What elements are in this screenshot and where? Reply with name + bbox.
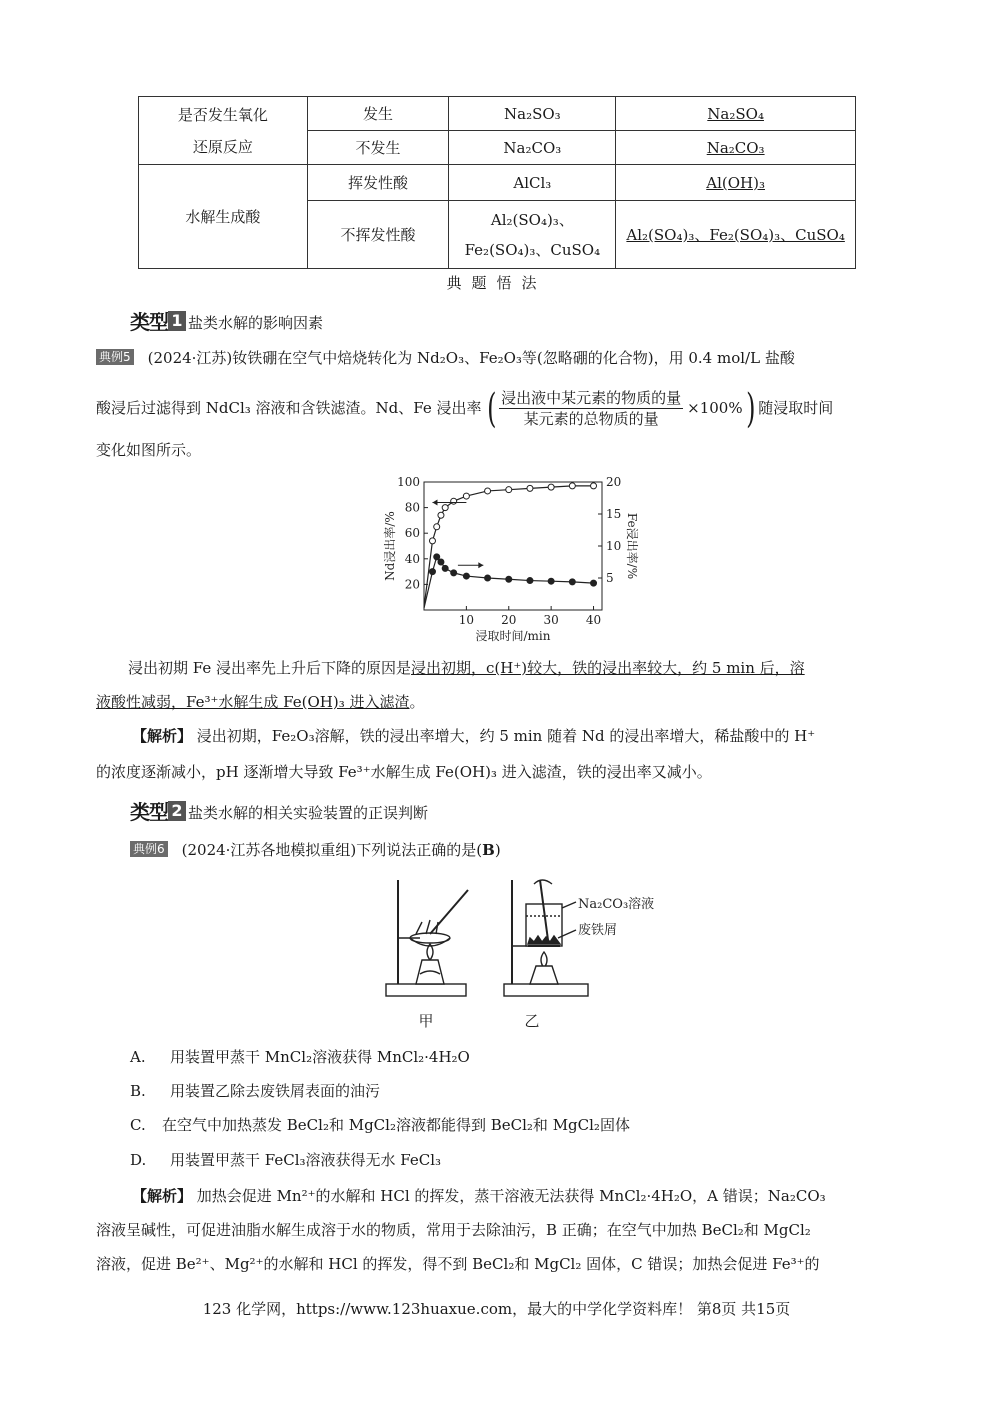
salt-evaporation-table [138, 96, 856, 269]
fe-data-point [438, 559, 444, 565]
y2-tick-label: 20 [606, 475, 622, 489]
nd-data-point [506, 487, 512, 493]
fe-data-point [442, 565, 448, 571]
example5-analysis-line1: 【解析】 浸出初期，Fe₂O₃溶解，铁的浸出率增大，约 5 min 随着 Nd 的浸出率增大，稀盐酸中的 H⁺ [132, 727, 816, 745]
section-caption: 典题悟法 [446, 274, 547, 292]
type1-heading [130, 306, 323, 335]
table-salt-cell: AlCl₃ [449, 165, 616, 201]
fe-data-point [527, 578, 533, 584]
y2-tick-label: 10 [606, 539, 622, 553]
nd-series-line [424, 486, 594, 608]
fraction-paren-right: ) [745, 385, 756, 432]
table-salt-cell: Na₂SO₃ [449, 97, 616, 131]
nd-data-point [429, 538, 435, 544]
base-plate-icon [504, 984, 588, 996]
x-tick-label: 20 [501, 613, 517, 627]
base-plate-icon [386, 984, 466, 996]
table-row [139, 165, 856, 201]
y2-tick-label: 5 [606, 571, 614, 585]
table-cond-cell: 发生 [307, 97, 449, 131]
y-tick-label: 60 [404, 526, 420, 541]
fe-data-point [463, 573, 469, 579]
example-tag: 典例6 [130, 841, 168, 857]
table-cond-cell: 不发生 [307, 131, 449, 165]
x-tick-label: 30 [543, 613, 559, 627]
analysis-tag: 【解析】 [132, 1187, 193, 1205]
nd-data-point [591, 483, 597, 489]
answer-letter: B [482, 841, 495, 859]
nd-data-point [451, 498, 457, 504]
type-label: 类型 [130, 800, 168, 824]
fe-data-point [451, 570, 457, 576]
nd-data-point [434, 524, 440, 530]
vapor-icon [416, 920, 438, 934]
option-a: A. 用装置甲蒸干 MnCl₂溶液获得 MnCl₂·4H₂O [130, 1048, 470, 1066]
apparatus-yi [504, 880, 588, 996]
type2-heading [130, 796, 428, 825]
alcohol-lamp-icon [416, 960, 444, 984]
fe-data-point [506, 576, 512, 582]
page-footer: 123 化学网，https://www.123huaxue.com，最大的中学化学资料库！ 第8页 共15页 [202, 1300, 791, 1318]
example5-stem-line1: 典例5 (2024·江苏)钕铁硼在空气中焙烧转化为 Nd₂O₃、Fe₂O₃等(忽略硼的化合物)，用 0.4 mol/L 盐酸 [96, 340, 898, 377]
nd-data-point [569, 483, 575, 489]
y2-axis-label: Fe浸出率/% [625, 512, 639, 580]
table-product-cell: Al(OH)₃ [616, 165, 856, 201]
figure-label-jia: 甲 [418, 1012, 434, 1030]
fe-data-point [485, 575, 491, 581]
table-salt-cell: Al₂(SO₄)₃、 Fe₂(SO₄)₃、CuSO₄ [449, 201, 616, 269]
example5-stem-line3: 变化如图所示。 [96, 441, 202, 459]
nd-data-point [527, 485, 533, 491]
y-tick-label: 80 [404, 500, 420, 515]
x-axis-label: 浸取时间/min [475, 629, 551, 643]
option-b: B. 用装置乙除去废铁屑表面的油污 [130, 1082, 381, 1100]
table-cond-cell: 挥发性酸 [307, 165, 449, 201]
x-tick-label: 40 [585, 613, 602, 627]
y-tick-label: 40 [404, 551, 420, 566]
type-label: 类型 [130, 310, 168, 334]
example6-analysis-line2: 溶液呈碱性，可促进油脂水解生成溶于水的物质，常用于去除油污，B 正确；在空气中加热 BeCl₂和 MgCl₂ [96, 1221, 811, 1239]
label-scrap-iron: 废铁屑 [578, 923, 618, 938]
table-group-cell: 是否发生氧化 还原反应 [139, 97, 308, 165]
type-title: 盐类水解的相关实验装置的正误判断 [188, 804, 429, 822]
fe-data-point [548, 578, 554, 584]
glass-rod-icon [430, 890, 468, 934]
leaching-rate-chart [380, 470, 650, 650]
table-salt-cell: Na₂CO₃ [449, 131, 616, 165]
analysis-tag: 【解析】 [132, 727, 193, 745]
table-cond-cell: 不挥发性酸 [307, 201, 449, 269]
y-tick-label: 100 [397, 475, 420, 489]
fe-data-point [429, 569, 435, 575]
label-leader-line [562, 902, 576, 908]
fe-data-point [434, 554, 440, 560]
table-product-cell: Na₂SO₄ [616, 97, 856, 131]
fraction-paren-left: ( [486, 385, 497, 432]
fraction: 浸出液中某元素的物质的量 某元素的总物质的量 [501, 389, 682, 428]
y-axis-label: Nd浸出率/% [383, 511, 397, 581]
example5-answer-line2: 液酸性减弱，Fe³⁺水解生成 Fe(OH)₃ 进入滤渣。 [96, 693, 425, 711]
nd-data-point [463, 493, 469, 499]
type-title: 盐类水解的影响因素 [188, 314, 324, 332]
table-product-cell: Na₂CO₃ [616, 131, 856, 165]
rotation-arrow-icon [534, 880, 552, 884]
example6-analysis-line3: 溶液，促进 Be²⁺、Mg²⁺的水解和 HCl 的挥发，得不到 BeCl₂和 MgCl₂ 固体，C 错误；加热会促进 Fe³⁺的 [96, 1255, 820, 1273]
table-row [139, 97, 856, 131]
type-number: 2 [168, 801, 186, 821]
example5-analysis-line2: 的浓度逐渐减小，pH 逐渐增大导致 Fe³⁺水解生成 Fe(OH)₃ 进入滤渣，铁的浸出率又减小。 [96, 763, 712, 781]
label-solution: Na₂CO₃溶液 [578, 897, 655, 912]
y-tick-label: 20 [404, 577, 420, 592]
option-d: D. 用装置甲蒸干 FeCl₃溶液获得无水 FeCl₃ [130, 1151, 442, 1169]
option-c: C. 在空气中加热蒸发 BeCl₂和 MgCl₂溶液都能得到 BeCl₂和 MgCl₂固体 [130, 1116, 630, 1134]
nd-data-point [485, 488, 491, 494]
fe-data-point [591, 580, 597, 586]
nd-data-point [442, 505, 448, 511]
fe-data-point [569, 579, 575, 585]
x-tick-label: 10 [458, 613, 475, 627]
fe-arrowhead [478, 562, 483, 568]
figure-label-yi: 乙 [524, 1012, 540, 1030]
nd-arrowhead [432, 499, 437, 505]
apparatus-jia [386, 880, 468, 996]
example6-stem: 典例6 (2024·江苏各地模拟重组)下列说法正确的是(B) [130, 832, 900, 869]
alcohol-lamp-icon [530, 966, 558, 984]
example5-answer-line1: 浸出初期 Fe 浸出率先上升后下降的原因是浸出初期，c(H⁺)较大，铁的浸出率较大，约 5 min 后，溶 [128, 659, 805, 677]
example-tag: 典例5 [96, 349, 134, 365]
y2-tick-label: 15 [606, 507, 622, 521]
table-product-cell: Al₂(SO₄)₃、Fe₂(SO₄)₃、CuSO₄ [616, 201, 856, 269]
nd-data-point [548, 484, 554, 490]
type-number: 1 [168, 311, 186, 331]
nd-data-point [438, 512, 444, 518]
example6-analysis-line1: 【解析】 加热会促进 Mn²⁺的水解和 HCl 的挥发，蒸干溶液无法获得 MnCl₂·4H₂O，A 错误；Na₂CO₃ [132, 1187, 826, 1205]
table-group-cell: 水解生成酸 [139, 165, 308, 269]
apparatus-figure [380, 872, 660, 1034]
example5-stem-line2: 酸浸后过滤得到 NdCl₃ 溶液和含铁滤渣。Nd、Fe 浸出率 ( 浸出液中某元素的物质的量 某元素的总物质的量 ×100% ) 随浸取时间 [96, 385, 834, 432]
